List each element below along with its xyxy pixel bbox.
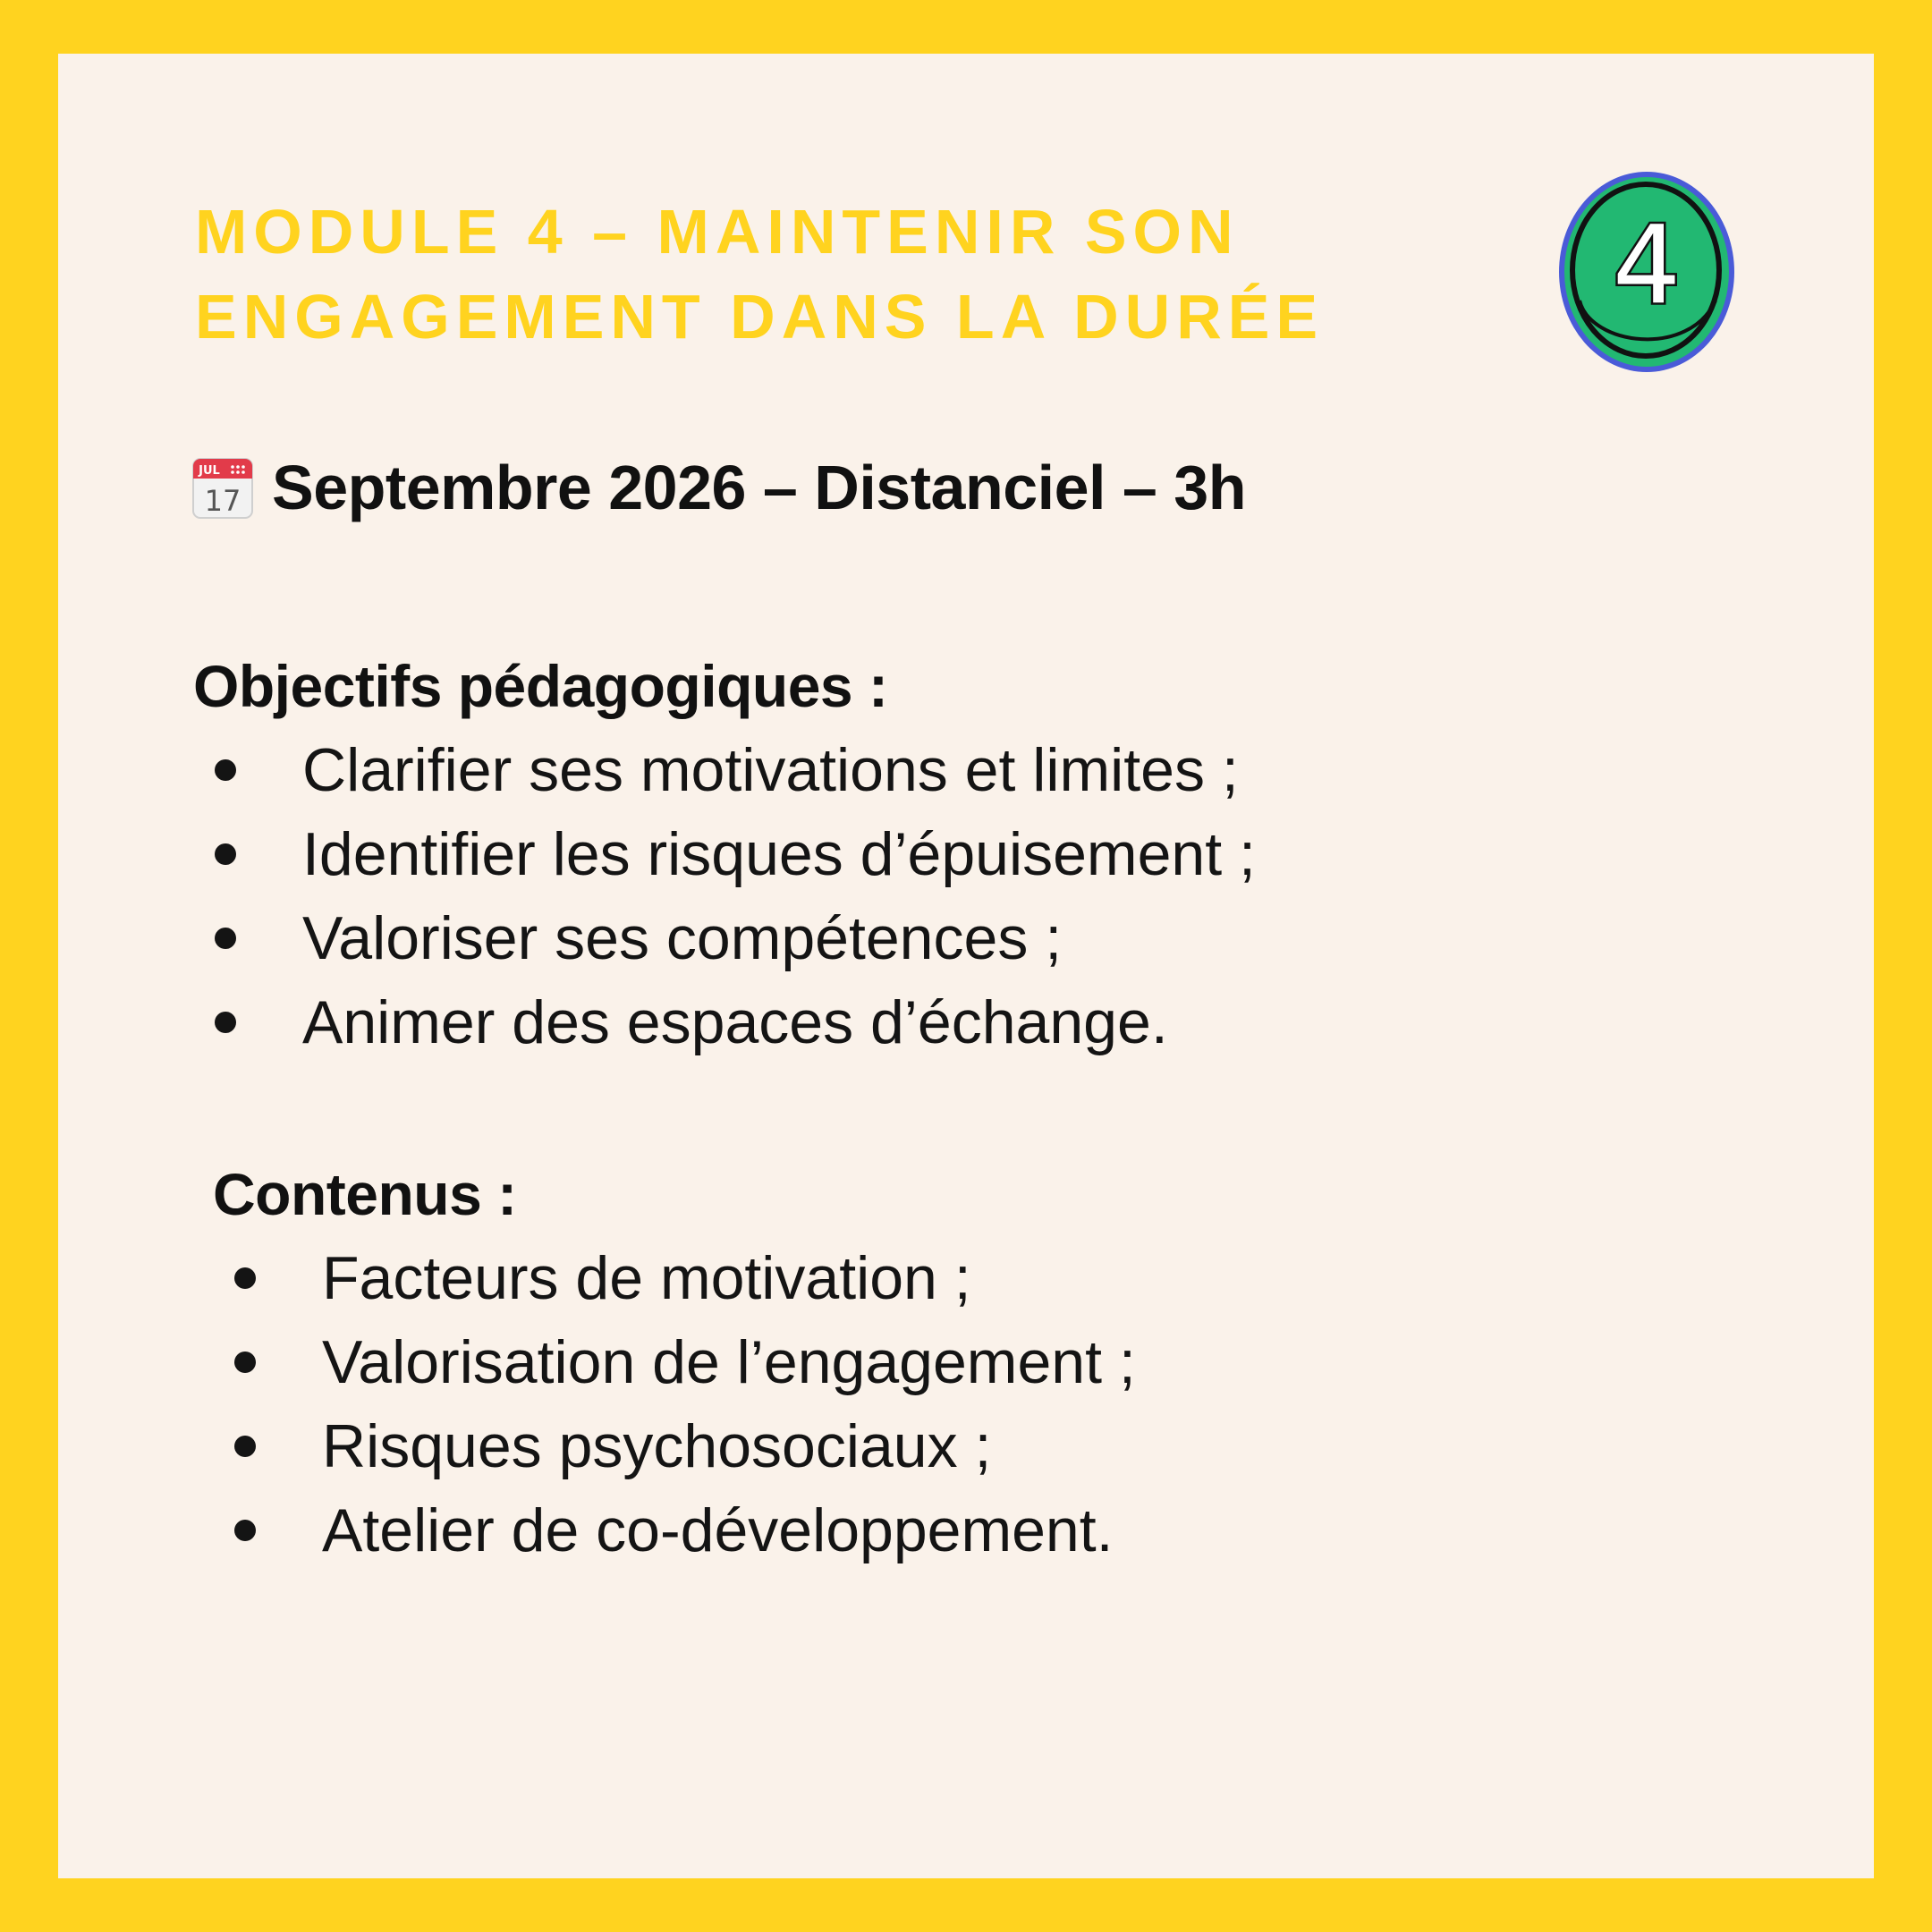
session-info-line — [191, 447, 1246, 528]
list-item — [215, 728, 1256, 812]
list-item — [234, 1488, 1136, 1572]
calendar-icon — [191, 455, 254, 520]
calendar-month: JUL — [199, 464, 220, 478]
list-item-text: Facteurs de motivation ; — [322, 1244, 971, 1312]
session-info: Septembre 2026 – Distanciel – 3h — [272, 453, 1246, 522]
list-item-text: Animer des espaces d’échange. — [302, 988, 1168, 1056]
bullet-dot — [215, 843, 236, 865]
bullet-dot — [234, 1352, 256, 1373]
bullet-dot — [215, 1012, 236, 1033]
list-item-text: Identifier les risques d’épuisement ; — [302, 820, 1256, 888]
list-item-text: Valorisation de l’engagement ; — [322, 1328, 1136, 1396]
module-number-badge — [1555, 166, 1739, 376]
calendar-day: 17 — [204, 484, 242, 518]
bullet-dot — [234, 1267, 256, 1289]
objectives-list — [215, 728, 1256, 1064]
list-item-text: Valoriser ses compétences ; — [302, 904, 1063, 972]
bullet-dot — [215, 759, 236, 781]
list-item — [215, 980, 1256, 1064]
list-item — [215, 812, 1256, 896]
module-title — [195, 190, 1324, 360]
list-item-text: Atelier de co-développement. — [322, 1496, 1114, 1564]
bullet-dot — [234, 1520, 256, 1541]
list-item — [234, 1404, 1136, 1488]
badge-number: 4 — [1612, 204, 1682, 328]
bullet-dot — [215, 928, 236, 949]
list-item — [234, 1320, 1136, 1404]
list-item — [215, 896, 1256, 980]
list-item — [234, 1236, 1136, 1320]
module-title-line-2: ENGAGEMENT DANS LA DURÉE — [195, 282, 1325, 352]
list-item-text: Clarifier ses motivations et limites ; — [302, 736, 1239, 804]
bullet-dot — [234, 1436, 256, 1457]
contents-list — [234, 1236, 1136, 1572]
list-item-text: Risques psychosociaux ; — [322, 1412, 992, 1480]
objectives-heading: Objectifs pédagogiques : — [193, 653, 888, 719]
contents-heading: Contenus : — [213, 1161, 517, 1227]
module-title-line-1: MODULE 4 – MAINTENIR SON — [195, 197, 1240, 267]
